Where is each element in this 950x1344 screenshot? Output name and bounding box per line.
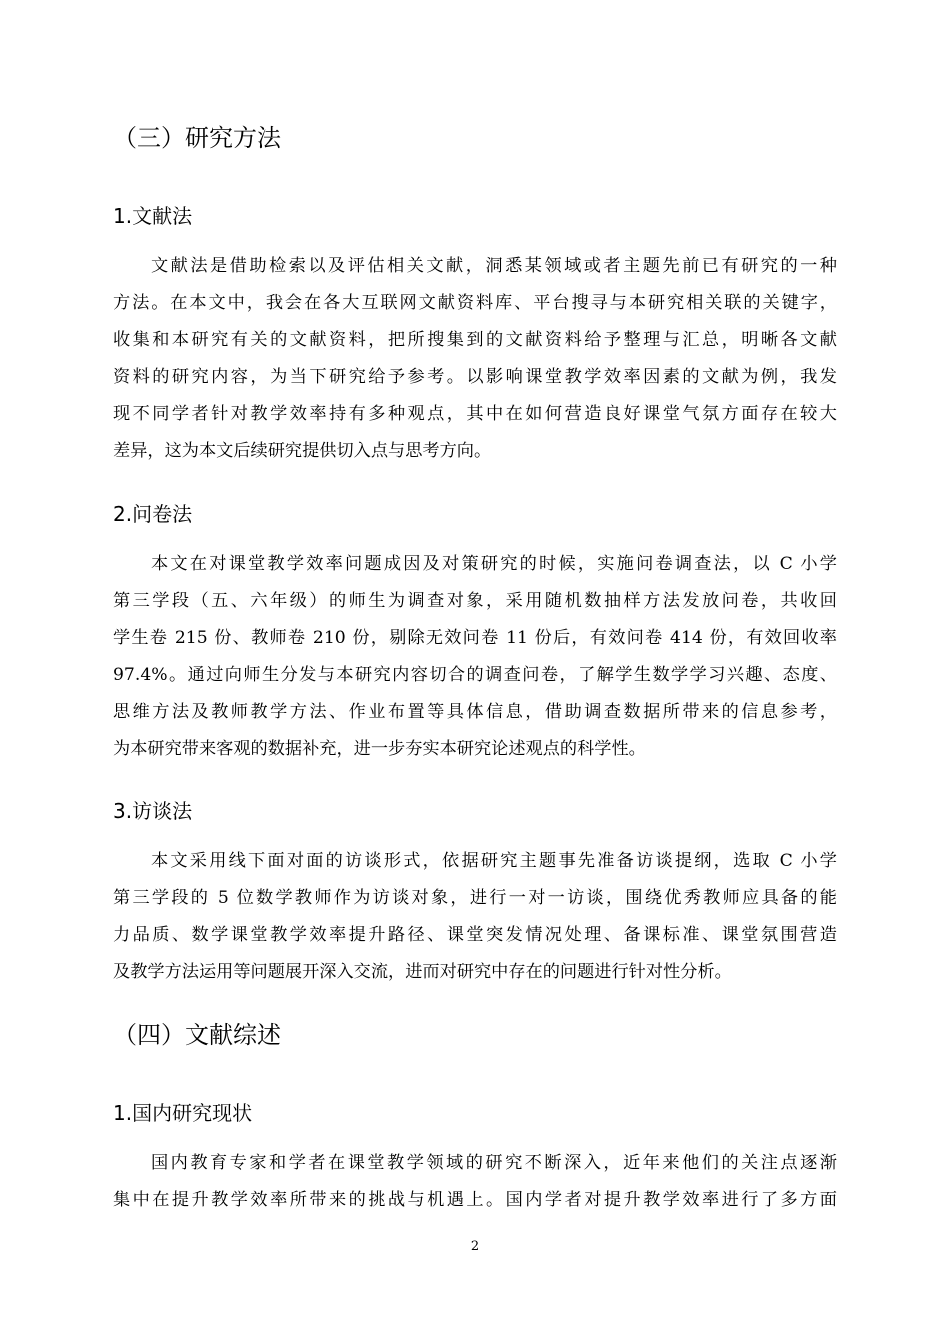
text-line: 第三学段（五、六年级）的师生为调查对象，采用随机数抽样方法发放问卷，共收回 xyxy=(113,591,837,611)
text-line: 本文采用线下面对面的访谈形式，依据研究主题事先准备访谈提纲，选取 C 小学 xyxy=(151,851,837,871)
section-heading-literature-review: （四）文献综述 xyxy=(113,1021,281,1049)
text-line: 力品质、数学课堂教学效率提升路径、课堂突发情况处理、备课标准、课堂氛围营造 xyxy=(113,925,837,945)
subheading-literature-method: 1.文献法 xyxy=(113,204,193,228)
text-line: 为本研究带来客观的数据补充，进一步夯实本研究论述观点的科学性。 xyxy=(113,739,646,759)
paragraph-questionnaire-method xyxy=(113,546,837,768)
text-line: 集中在提升教学效率所带来的挑战与机遇上。国内学者对提升教学效率进行了多方面 xyxy=(113,1190,837,1210)
text-line: 思维方法及教师教学方法、作业布置等具体信息，借助调查数据所带来的信息参考， xyxy=(113,702,837,722)
text-line: 及教学方法运用等问题展开深入交流，进而对研究中存在的问题进行针对性分析。 xyxy=(113,962,732,982)
paragraph-literature-method xyxy=(113,248,837,470)
paragraph-interview-method xyxy=(113,843,837,991)
text-line: 国内教育专家和学者在课堂教学领域的研究不断深入，近年来他们的关注点逐渐 xyxy=(151,1153,837,1173)
text-line: 方法。在本文中，我会在各大互联网文献资料库、平台搜寻与本研究相关联的关键字， xyxy=(113,293,837,313)
text-line: 资料的研究内容，为当下研究给予参考。以影响课堂教学效率因素的文献为例，我发 xyxy=(113,367,837,387)
text-line: 收集和本研究有关的文献资料，把所搜集到的文献资料给予整理与汇总，明晰各文献 xyxy=(113,330,837,350)
paragraph-domestic-research xyxy=(113,1145,837,1219)
page-number: 2 xyxy=(470,1239,480,1254)
text-line: 第三学段的 5 位数学教师作为访谈对象，进行一对一访谈，围绕优秀教师应具备的能 xyxy=(113,888,837,908)
text-line: 97.4%。通过向师生分发与本研究内容切合的调查问卷，了解学生数学学习兴趣、态度、 xyxy=(113,665,837,685)
text-line: 现不同学者针对教学效率持有多种观点，其中在如何营造良好课堂气氛方面存在较大 xyxy=(113,404,837,424)
subheading-interview-method: 3.访谈法 xyxy=(113,799,193,823)
section-heading-research-methods: （三）研究方法 xyxy=(113,124,281,152)
text-line: 学生卷 215 份、教师卷 210 份，剔除无效问卷 11 份后，有效问卷 414 份，有效回收率 xyxy=(113,628,837,648)
subheading-domestic-research: 1.国内研究现状 xyxy=(113,1101,253,1125)
text-line: 本文在对课堂教学效率问题成因及对策研究的时候，实施问卷调查法，以 C 小学 xyxy=(151,554,837,574)
subheading-questionnaire-method: 2.问卷法 xyxy=(113,502,193,526)
text-line: 文献法是借助检索以及评估相关文献，洞悉某领域或者主题先前已有研究的一种 xyxy=(151,256,837,276)
text-line: 差异，这为本文后续研究提供切入点与思考方向。 xyxy=(113,441,492,461)
